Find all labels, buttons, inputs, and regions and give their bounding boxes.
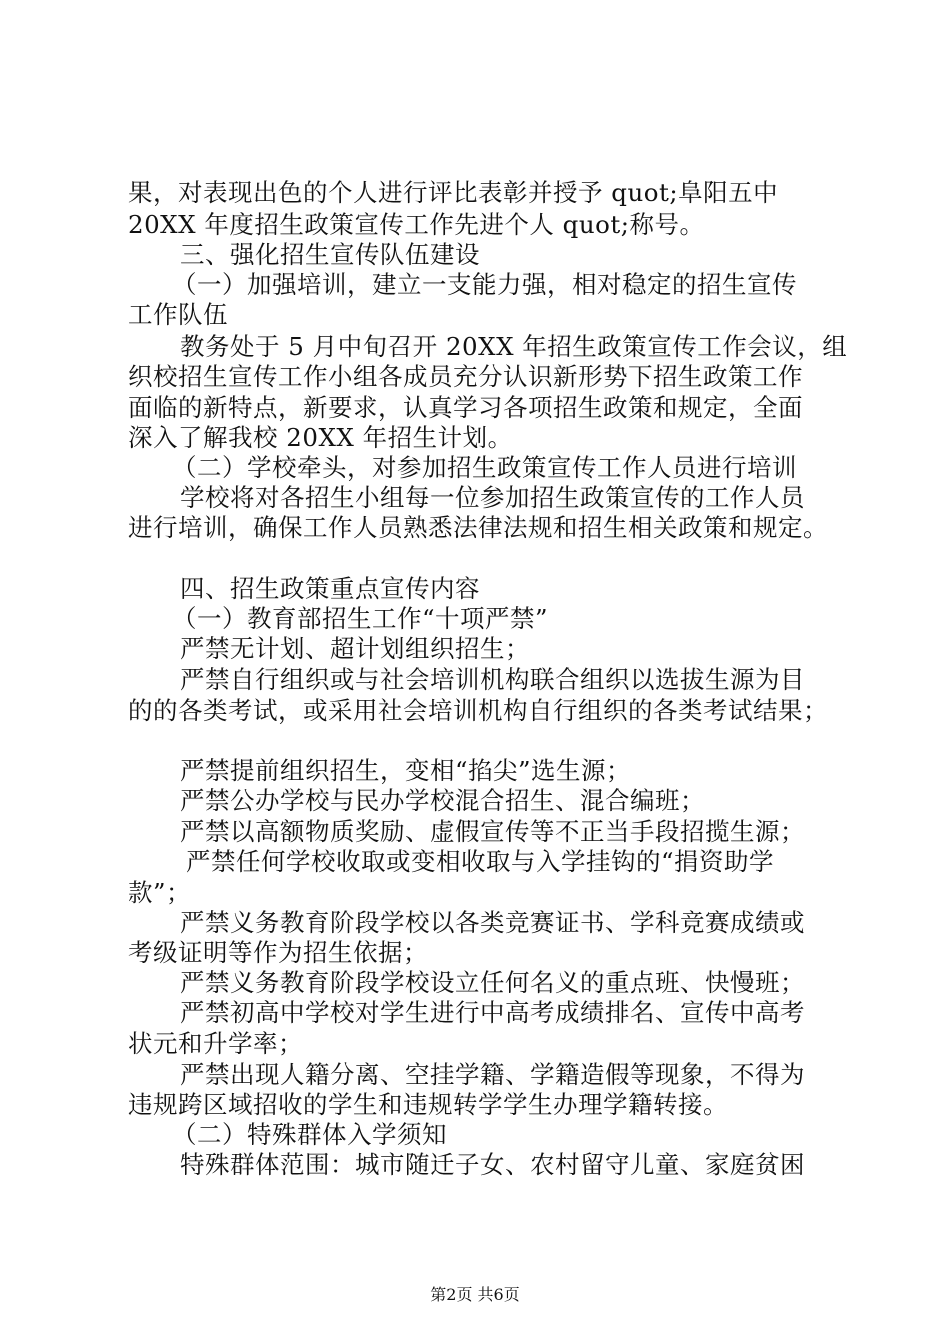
text-line: 严禁初高中学校对学生进行中高考成绩排名、宣传中高考	[180, 998, 805, 1027]
subsection-heading: （二）学校牵头，对参加招生政策宣传工作人员进行培训	[172, 453, 797, 482]
section-heading: 四、招生政策重点宣传内容	[180, 574, 480, 603]
text-line: 严禁无计划、超计划组织招生；	[180, 634, 530, 663]
text-line: 织校招生宣传工作小组各成员充分认识新形势下招生政策工作	[128, 362, 803, 391]
text-line: 进行培训，确保工作人员熟悉法律法规和招生相关政策和规定。	[128, 513, 828, 542]
text-line: 深入了解我校 20XX 年招生计划。	[128, 423, 513, 452]
text-line: 严禁公办学校与民办学校混合招生、混合编班；	[180, 786, 705, 815]
text-line: 状元和升学率；	[128, 1029, 303, 1058]
subsection-heading: （一）加强培训，建立一支能力强，相对稳定的招生宣传	[172, 270, 797, 299]
page-number-footer: 第2页 共6页	[430, 1285, 520, 1304]
text-line: 工作队伍	[128, 300, 228, 329]
text-line: 严禁以高额物质奖励、虚假宣传等不正当手段招揽生源；	[180, 817, 805, 846]
text-line: 的的各类考试，或采用社会培训机构自行组织的各类考试结果；	[128, 696, 828, 725]
text-line: 严禁任何学校收取或变相收取与入学挂钩的“捐资助学	[186, 847, 775, 876]
section-heading: 三、强化招生宣传队伍建设	[180, 240, 480, 269]
text-line: 款”；	[128, 878, 192, 907]
text-line: 严禁出现人籍分离、空挂学籍、学籍造假等现象，不得为	[180, 1060, 805, 1089]
text-line: 面临的新特点，新要求，认真学习各项招生政策和规定，全面	[128, 393, 803, 422]
text-line: 考级证明等作为招生依据；	[128, 938, 428, 967]
text-line: 违规跨区域招收的学生和违规转学学生办理学籍转接。	[128, 1090, 728, 1119]
subsection-heading: （一）教育部招生工作“十项严禁”	[172, 604, 549, 633]
text-line: 果，对表现出色的个人进行评比表彰并授予 quot;阜阳五中	[128, 178, 779, 207]
text-line: 严禁自行组织或与社会培训机构联合组织以选拔生源为目	[180, 665, 805, 694]
text-line: 严禁义务教育阶段学校以各类竞赛证书、学科竞赛成绩或	[180, 908, 805, 937]
text-line: 20XX 年度招生政策宣传工作先进个人 quot;称号。	[128, 210, 705, 239]
text-line: 特殊群体范围：城市随迁子女、农村留守儿童、家庭贫困	[180, 1150, 805, 1179]
text-line: 严禁提前组织招生，变相“掐尖”选生源；	[180, 756, 632, 785]
text-line: 严禁义务教育阶段学校设立任何名义的重点班、快慢班；	[180, 968, 805, 997]
text-line: 学校将对各招生小组每一位参加招生政策宣传的工作人员	[180, 483, 805, 512]
text-line: 教务处于 5 月中旬召开 20XX 年招生政策宣传工作会议，组	[180, 332, 848, 361]
subsection-heading: （二）特殊群体入学须知	[172, 1120, 447, 1149]
